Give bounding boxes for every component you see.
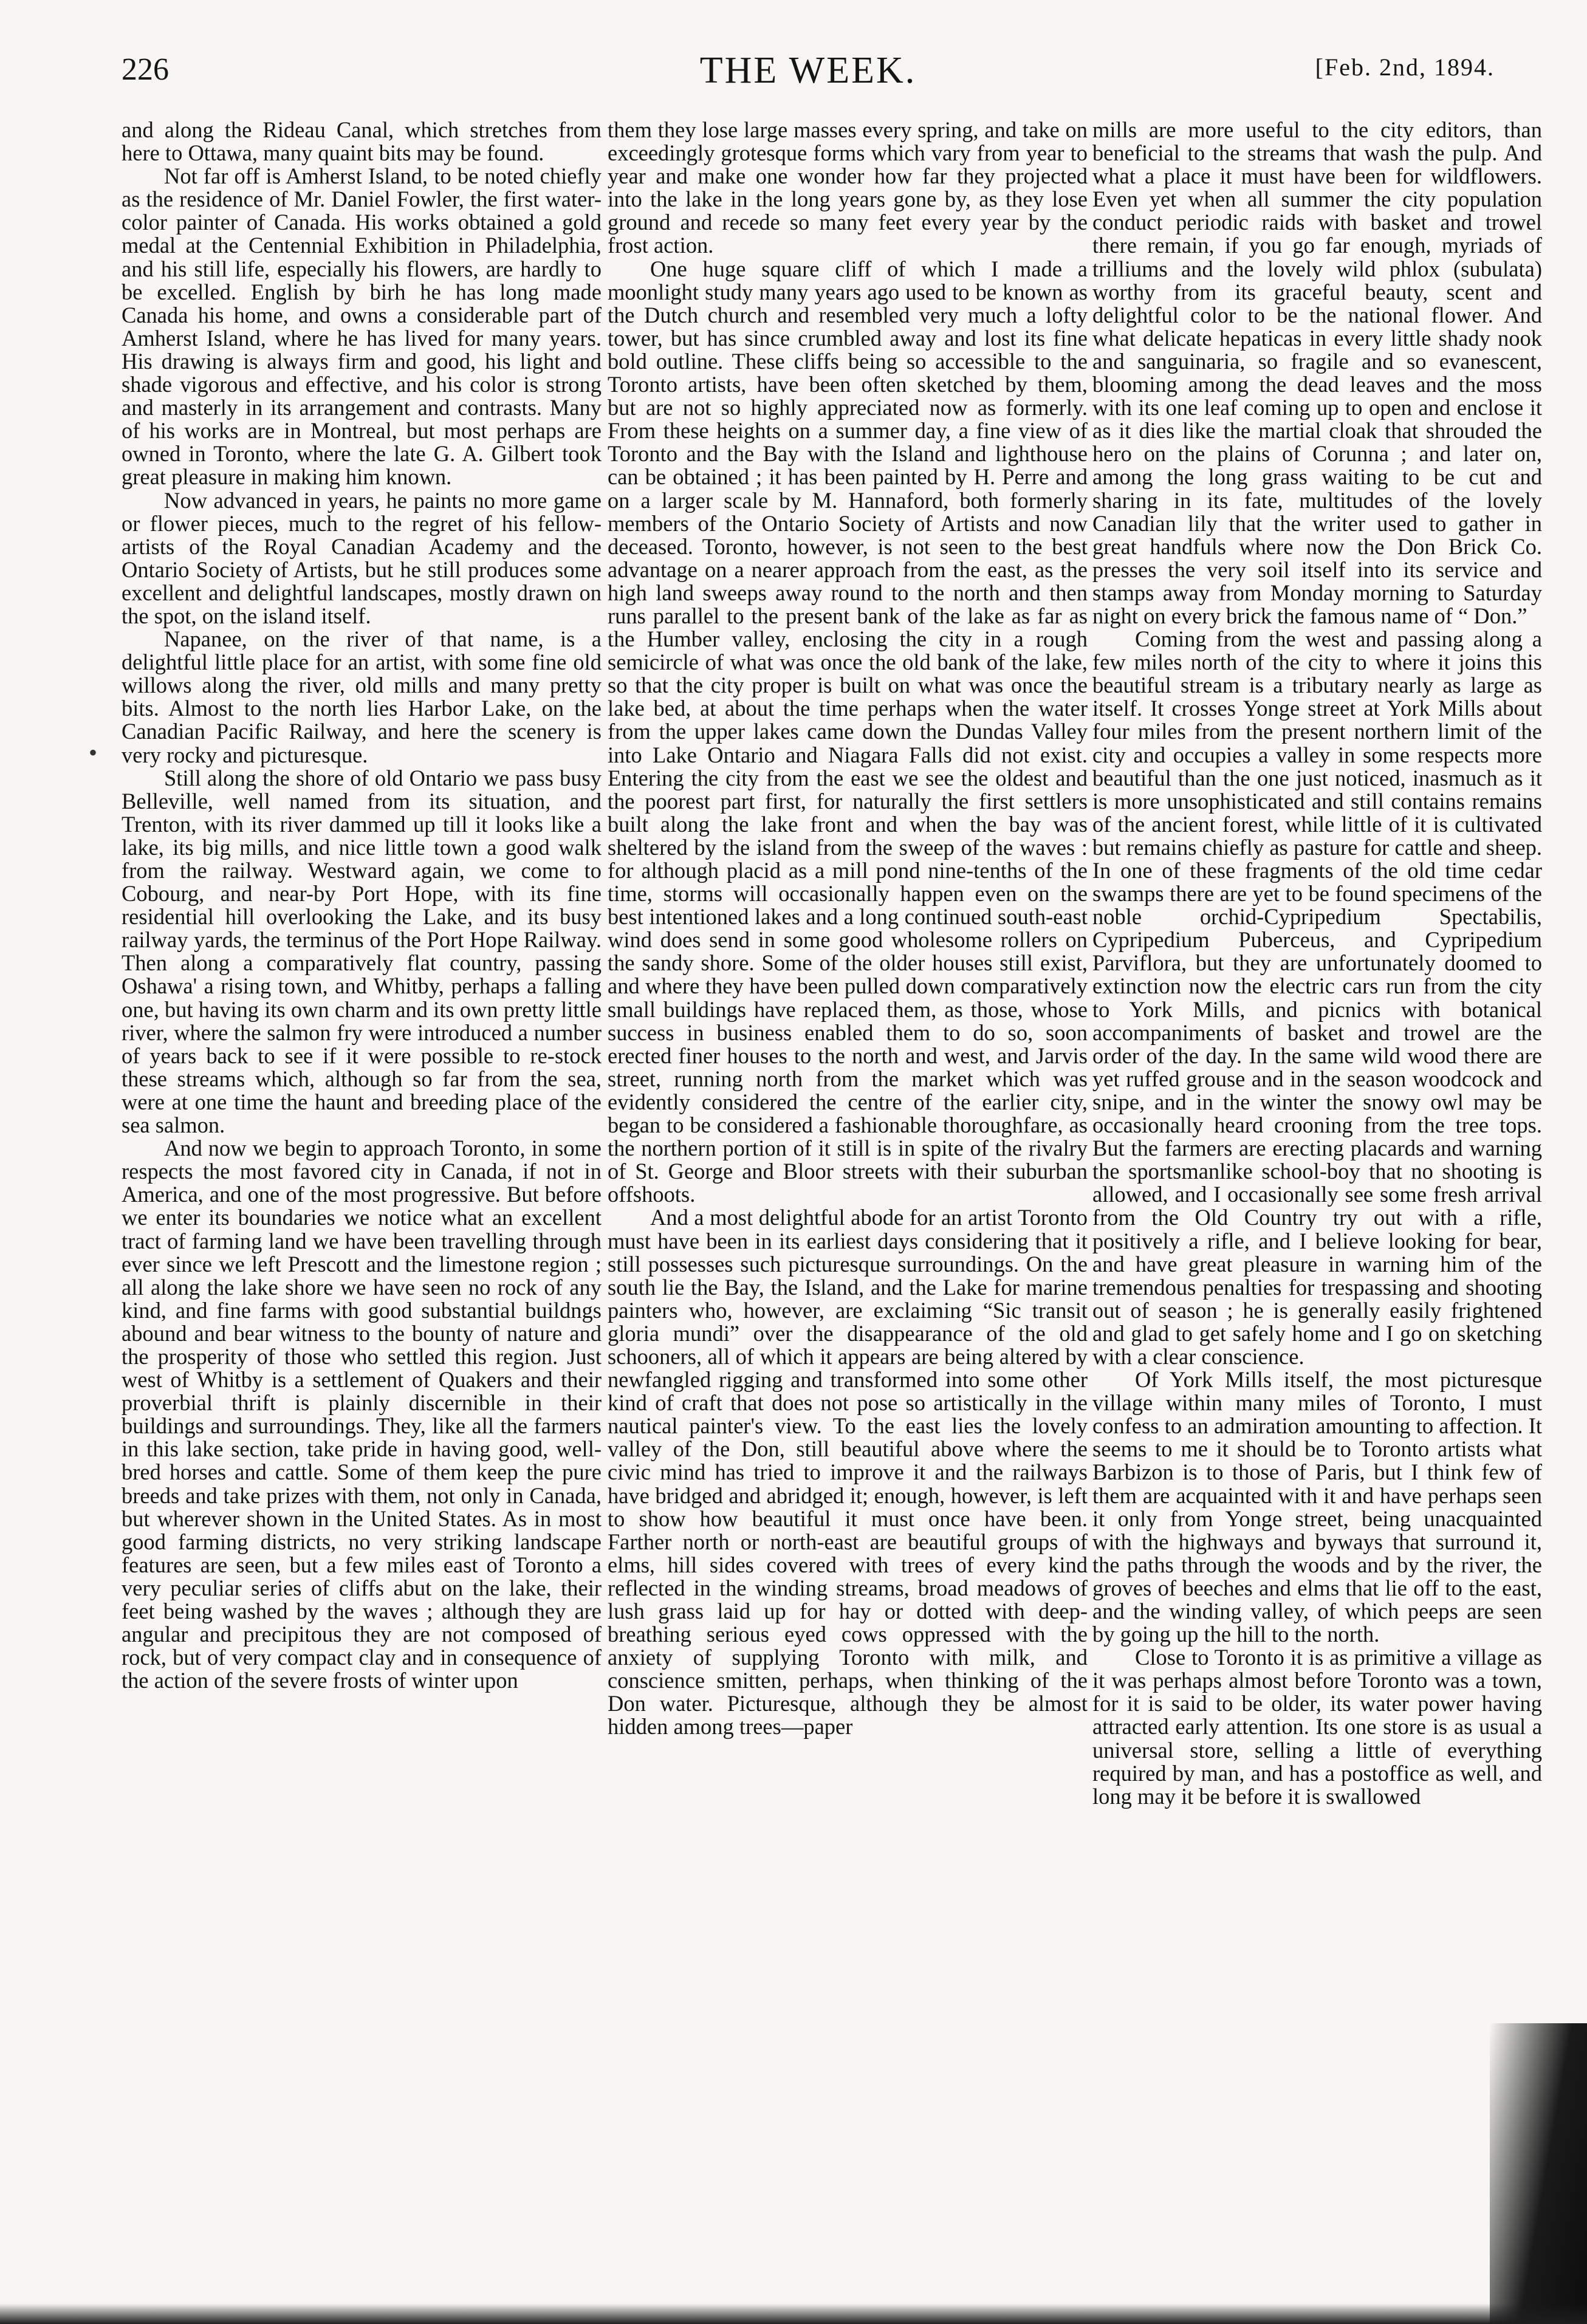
running-title: THE WEEK.: [699, 50, 917, 91]
paragraph: Still along the shore of old Ontario we pass busy Belleville, well named from its situation, and Trenton, with its river dammed up till it looks like a lake, its big mills, and nice little town a good walk from the railway. Westward again, we come to Cobourg, and near-by Port Hope, with its fine residential hill overlooking the Lake, and its busy railway yards, the terminus of the Port Hope Railway. Then along a comparatively flat country, passing Oshawa' a rising town, and Whitby, perhaps a falling one, but having its own charm and its own pretty little river, where the salmon fry were introduced a number of years back to see if it were possible to re-stock these streams which, although so far from the sea, were at one time the haunt and breeding place of the sea salmon.: [122, 765, 602, 1138]
paragraph: Close to Toronto it is as primitive a village as it was perhaps almost before Toronto was a town, for it is said to be older, its water power having attracted early attention. Its one store is as usual a universal store, selling a little of everything required by man, and has a postoffice as well, and long may it be before it is swallowed: [1092, 1645, 1542, 1809]
paragraph: mills are more useful to the city editors, than beneficial to the streams that wash the pulp. And what a place it must have been for wildflowers. Even yet when all summer the city population conduct periodic raids with basket and trowel there remain, if you go far enough, myriads of trilliums and the lovely wild phlox (subulata) worthy from its graceful beauty, scent and delightful color to be the national flower. And what delicate hepaticas in every little shady nook and sanguinaria, so fragile and so evanescent, blooming among the dead leaves and the moss with its one leaf coming up to open and enclose it as it dies like the martial cloak that shrouded the hero on the plains of Corunna ; and later on, among the long grass waiting to be cut and sharing in its fate, multitudes of the lovely Canadian lily that the writer used to gather in great handfuls where now the Don Brick Co. presses the very soil itself into its service and stamps away from Monday morning to Saturday night on every brick the famous name of “ Don.”: [1092, 117, 1542, 628]
paragraph: Not far off is Amherst Island, to be noted chiefly as the residence of Mr. Daniel Fowler, the first water-color painter of Canada. His works obtained a gold medal at the Centennial Exhibition in Philadelphia, and his still life, especially his flowers, are hardly to be excelled. English by birh he has long made Canada his home, and owns a considerable part of Amherst Island, where he has lived for many years. His drawing is always firm and good, his light and shade vigorous and effective, and his color is strong and masterly in its arrangement and contrasts. Many of his works are in Montreal, but most perhaps are owned in Toronto, where the late G. A. Gilbert took great pleasure in making him known.: [122, 163, 602, 490]
column-1: [122, 118, 602, 1692]
paragraph: and along the Rideau Canal, which stretches from here to Ottawa, many quaint bits may be found.: [122, 117, 602, 166]
issue-date: [Feb. 2nd, 1894.: [1315, 53, 1495, 81]
column-2: [608, 118, 1088, 1739]
paragraph: Napanee, on the river of that name, is a delightful little place for an artist, with some fine old willows along the river, old mills and many pretty bits. Almost to the north lies Harbor Lake, on the Canadian Pacific Railway, and here the scenery is very rocky and picturesque.: [122, 626, 602, 767]
paragraph: Of York Mills itself, the most picturesque village within many miles of Toronto, I must confess to an admiration amounting to affection. It seems to me it should be to Toronto artists what Barbizon is to those of Paris, but I think few of them are acquainted with it and have perhaps seen it only from Yonge street, being unacquainted with the highways and byways that surround it, the paths through the woods and by the river, the groves of beeches and elms that lie off to the east, and the winding valley, of which peeps are seen by going up the hill to the north.: [1092, 1367, 1542, 1647]
paragraph: And now we begin to approach Toronto, in some respects the most favored city in Canada, if not in America, and one of the most progressive. But before we enter its boundaries we notice what an excellent tract of farming land we have been travelling through ever since we left Prescott and the limestone region ; all along the lake shore we have seen no rock of any kind, and fine farms with good substantial buildngs abound and bear witness to the bounty of nature and the prosperity of those who settled this region. Just west of Whitby is a settlement of Quakers and their proverbial thrift is plainly discernible in their buildings and surroundings. They, like all the farmers in this lake section, take pride in having good, well-bred horses and cattle. Some of them keep the pure breeds and take prizes with them, not only in Canada, but wherever shown in the United States. As in most good farming districts, no very striking landscape features are seen, but a few miles east of Toronto a very peculiar series of cliffs abut on the lake, their feet being washed by the waves ; although they are angular and precipitous they are not composed of rock, but of very compact clay and in consequence of the action of the severe frosts of winter upon: [122, 1136, 602, 1693]
page-bottom-shadow: [0, 2303, 1587, 2324]
paragraph: Now advanced in years, he paints no more game or flower pieces, much to the regret of his fellow-artists of the Royal Canadian Academy and the Ontario Society of Artists, but he still produces some excellent and delightful landscapes, mostly drawn on the spot, on the island itself.: [122, 487, 602, 628]
page-number: 226: [122, 52, 169, 87]
page-header: [122, 46, 1495, 100]
paragraph: And a most delightful abode for an artist Toronto must have been in its earliest days considering that it still possesses such picturesque surroundings. On the south lie the Bay, the Island, and the Lake for marine painters who, however, are exclaiming “Sic transit gloria mundi” over the disappearance of the old schooners, all of which it appears are being altered by newfangled rigging and transformed into some other kind of craft that does not pose so artistically in the nautical painter's view. To the east lies the lovely valley of the Don, still beautiful above where the civic mind has tried to improve it and the railways have bridged and abridged it; enough, however, is left to show how beautiful it must once have been. Farther north or north-east are beautiful groups of elms, hill sides covered with trees of every kind reflected in the winding streams, broad meadows of lush grass laid up for hay or dotted with deep-breathing serious eyed cows oppressed with the anxiety of supplying Toronto with milk, and conscience smitten, perhaps, when thinking of the Don water. Picturesque, although they be almost hidden among trees—paper: [608, 1205, 1088, 1740]
paragraph: Coming from the west and passing along a few miles north of the city to where it joins this beautiful stream is a tributary nearly as large as itself. It crosses Yonge street at York Mills about four miles from the present northern limit of the city and occupies a valley in some respects more beautiful than the one just noticed, inasmuch as it is more unsophisticated and still contains remains of the ancient forest, while little of it is cultivated but remains chiefly as pasture for cattle and sheep. In one of these fragments of the old time cedar swamps there are yet to be found specimens of the noble orchid-Cypripedium Spectabilis, Cypripedium Puberceus, and Cypripedium Parviflora, but they are unfortunately doomed to extinction now the electric cars run from the city to York Mills, and picnics with botanical accompaniments of basket and trowel are the order of the day. In the same wild wood there are yet ruffed grouse and in the season woodcock and snipe, and in the winter the snowy owl may be occasionally heard crooning from the tree tops. But the farmers are erecting placards and warning the sportsmanlike school-boy that no shooting is allowed, and I occasionally see some fresh arrival from the Old Country try out with a rifle, positively a rifle, and I believe looking for bear, and have great pleasure in warning him of the tremendous penalties for trespassing and shooting out of season ; he is generally easily frightened and glad to get safely home and I go on sketching with a clear conscience.: [1092, 626, 1542, 1369]
column-3: [1092, 118, 1542, 1808]
paragraph: them they lose large masses every spring, and take on exceedingly grotesque forms which vary from year to year and make one wonder how far they projected into the lake in the long years gone by, as they lose ground and recede so many feet every year by the frost action.: [608, 117, 1088, 258]
paragraph: One huge square cliff of which I made a moonlight study many years ago used to be known as the Dutch church and resembled very much a lofty tower, but has since crumbled away and lost its fine bold outline. These cliffs being so accessible to the Toronto artists, have been often sketched by them, but are not so highly appreciated now as formerly. From these heights on a summer day, a fine view of Toronto and the Bay with the Island and lighthouse can be obtained ; it has been painted by H. Perre and on a larger scale by M. Hannaford, both formerly members of the Ontario Society of Artists and now deceased. Toronto, however, is not seen to the best advantage on a nearer approach from the east, as the high land sweeps away round to the north and then runs parallel to the present bank of the lake as far as the Humber valley, enclosing the city in a rough semicircle of what was once the old bank of the lake, so that the city proper is built on what was once the lake bed, at about the time perhaps when the water from the upper lakes came down the Dundas Valley into Lake Ontario and Niagara Falls did not exist. Entering the city from the east we see the oldest and the poorest part first, for naturally the first settlers built along the lake front and when the bay was sheltered by the island from the sweep of the waves : for although placid as a mill pond nine-tenths of the time, storms will occasionally happen even on the best intentioned lakes and a long continued south-east wind does send in some good wholesome rollers on the sandy shore. Some of the older houses still exist, and where they have been pulled down comparatively small buildings have replaced them, as those, whose success in business enabled them to do so, soon erected finer houses to the north and west, and Jarvis street, running north from the market which was evidently considered the centre of the earlier city, began to be considered a fashionable thoroughfare, as the northern portion of it still is in spite of the rivalry of St. George and Bloor streets with their suburban offshoots.: [608, 256, 1088, 1207]
page-binding-shadow: [1490, 2023, 1587, 2324]
margin-mark: •: [89, 739, 98, 766]
